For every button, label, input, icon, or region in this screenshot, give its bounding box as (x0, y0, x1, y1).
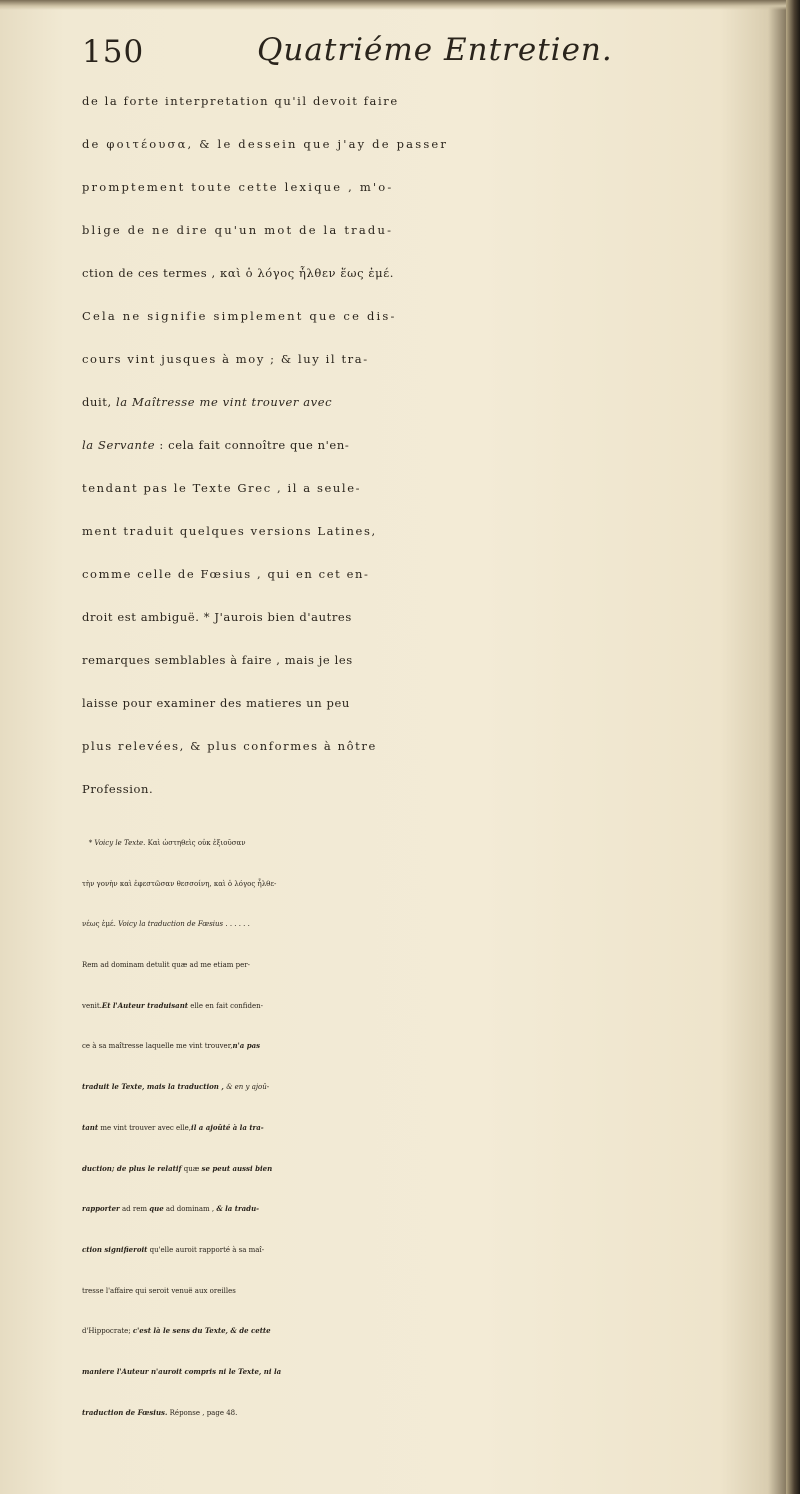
note-run: ad rem (119, 1205, 150, 1214)
note-run: quæ (181, 1164, 202, 1173)
note-run: Voicy le Texte. (94, 839, 146, 847)
text-line: blige de ne dire qu'un mot de la tradu- (82, 223, 394, 237)
note-run: ce à sa maîtresse laquelle me vint trouver, (82, 1042, 233, 1051)
note-line (82, 823, 794, 864)
running-title: Quatriéme Entretien. (257, 32, 613, 68)
note-run: maniere l'Auteur n'auroit compris ni le Texte, ni la (82, 1366, 282, 1376)
note-line (82, 1067, 794, 1108)
note-run: Voicy la traduction de Fœsius . . . . . . (118, 920, 250, 929)
text-line: ction de ces termes , καὶ ὁ λόγος ἦλθεν ἕως ἐμέ. (82, 266, 395, 280)
greek-text: τὴν γονὴν καὶ ἐφεστῶσαν θεσσοίνη, καὶ ὁ λόγος ἦλθε- (82, 879, 277, 888)
note-run: n'a pas (232, 1041, 261, 1051)
note-run: traduit le Texte, mais la traduction , (82, 1082, 227, 1092)
text-line: plus relevées, & plus conformes à nôtre (82, 739, 377, 753)
text-run: : cela fait connoître que n'en- (155, 438, 350, 452)
text-line: Profession. (82, 782, 154, 796)
note-run: traduction de Fœsius. (82, 1407, 168, 1417)
note-line (82, 1026, 794, 1067)
main-text (82, 80, 794, 811)
note-run: venit. (82, 1001, 102, 1010)
note-run: que (149, 1204, 164, 1214)
note-run: ad dominam , (163, 1205, 217, 1214)
greek-text: Καὶ ὡστηθεὶς οὐκ ἐξιοῦσαν (145, 839, 246, 847)
text-line: de la forte interpretation qu'il devoit faire (82, 94, 399, 108)
note-run: il a ajoûté à la tra- (191, 1122, 264, 1132)
quoted-translation: la Maîtresse me vint trouver avec (115, 395, 333, 409)
note-run: & en y ajoû- (226, 1083, 270, 1092)
note-run: duction; de plus le relatif (82, 1163, 182, 1173)
note-line (82, 904, 794, 945)
text-line: comme celle de Fœsius , qui en cet en- (82, 567, 370, 581)
text-line: tendant pas le Texte Grec , il a seule- (82, 481, 362, 495)
text-line (82, 424, 794, 467)
note-line (82, 1189, 794, 1230)
note-line: tresse l'affaire qui seroit venuë aux oreilles (82, 1286, 236, 1295)
footnote (82, 823, 794, 1433)
note-line (82, 1352, 794, 1393)
text-line (82, 381, 794, 424)
text-run: duit, (82, 395, 116, 409)
text-line: remarques semblables à faire , mais je les (82, 653, 353, 667)
note-line (82, 1108, 794, 1149)
note-line (82, 1393, 794, 1434)
note-run: elle en fait confiden- (188, 1001, 263, 1010)
note-run: c'est là le sens du Texte, & de cette (132, 1326, 271, 1336)
quoted-translation: la Servante (82, 438, 156, 452)
text-line: droit est ambiguë. * J'aurois bien d'autres (82, 610, 352, 624)
note-run: d'Hippocrate; (82, 1327, 133, 1336)
note-line (82, 986, 794, 1027)
text-line: laisse pour examiner des matieres un peu (82, 696, 350, 710)
text-line: promptement toute cette lexique , m'o- (82, 180, 394, 194)
text-line: cours vint jusques à moy ; & luy il tra- (82, 352, 369, 366)
note-run: se peut aussi bien (201, 1163, 273, 1173)
page-header (82, 28, 762, 78)
note-star: * (88, 839, 95, 847)
note-run: ction signifieroit (82, 1244, 148, 1254)
text-line: ment traduit quelques versions Latines, (82, 524, 377, 538)
greek-text: νέως ἐμέ. (82, 920, 119, 929)
text-line: Cela ne signifie simplement que ce dis- (82, 309, 397, 323)
note-line (82, 1149, 794, 1190)
page-number: 150 (82, 34, 145, 70)
note-run: & la tradu- (216, 1204, 260, 1214)
page-top-shadow (0, 0, 800, 10)
note-run: Réponse , page 48. (167, 1408, 238, 1417)
note-line: Rem ad dominam detulit quæ ad me etiam per- (82, 961, 250, 970)
note-run: Et l'Auteur traduisant (101, 1000, 189, 1010)
note-run: me vint trouver avec elle, (98, 1123, 192, 1132)
note-line (82, 1230, 794, 1271)
note-run: rapporter (82, 1204, 120, 1214)
note-run: tant (82, 1122, 99, 1132)
note-run: qu'elle auroit rapporté à sa maî- (147, 1245, 265, 1254)
note-line (82, 1311, 794, 1352)
note-line (82, 864, 794, 905)
text-line: de φοιτέουσα, & le dessein que j'ay de passer (82, 137, 449, 151)
